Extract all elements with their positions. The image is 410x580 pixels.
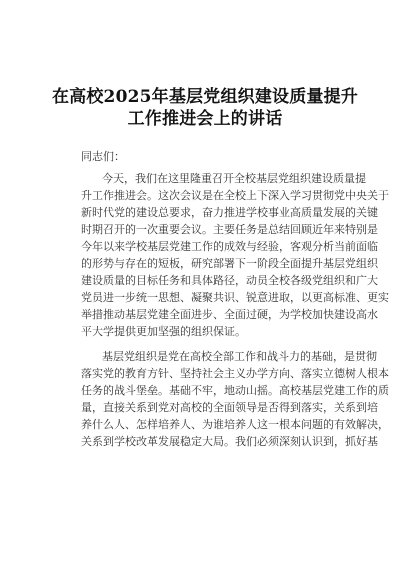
paragraph-2-line: 落实党的教育方针、坚持社会主义办学方向、落实立德树人根本: [81, 367, 389, 380]
paragraph-2-line: 量，直接关系到党对高校的全面领导是否得到落实，关系到培: [81, 401, 378, 414]
paragraph-2-line: 基层党组织是党在高校全部工作和战斗力的基础，是贯彻: [102, 350, 377, 363]
paragraph-1-line: 举措推动基层党建全面进步、全面过硬，为学校加快建设高水: [81, 308, 378, 321]
paragraph-1-line: 建设质量的目标任务和具体路径，动员全校各级党组织和广大: [81, 274, 378, 287]
greeting: 同志们：: [81, 150, 125, 163]
paragraph-1-line: 新时代党的建设总要求，奋力推进学校事业高质量发展的关键: [81, 206, 378, 219]
document-title-line-1: 在高校2025年基层党组织建设质量提升: [51, 87, 359, 107]
paragraph-2-line: 关系到学校改革发展稳定大局。我们必须深刻认识到，抓好基: [81, 435, 378, 448]
paragraph-1-line: 今年以来学校基层党建工作的成效与经验，客观分析当前面临: [81, 240, 378, 253]
paragraph-2-line: 任务的战斗堡垒。基础不牢，地动山摇。高校基层党建工作的质: [81, 384, 389, 397]
paragraph-1-line: 今天，我们在这里隆重召开全校基层党组织建设质量提: [102, 172, 366, 185]
paragraph-1-line: 升工作推进会。这次会议是在全校上下深入学习贯彻党中央关于: [81, 189, 389, 202]
paragraph-1-line: 的形势与存在的短板，研究部署下一阶段全面提升基层党组织: [81, 257, 378, 270]
paragraph-1-line: 平大学提供更加坚强的组织保证。: [81, 325, 246, 338]
paragraph-1-line: 时期召开的一次重要会议。主要任务是总结回顾近年来特别是: [81, 223, 378, 236]
paragraph-2-line: 养什么人、怎样培养人、为谁培养人这一根本问题的有效解决，: [81, 418, 389, 431]
document-title-line-2: 工作推进会上的讲话: [127, 109, 283, 129]
paragraph-1-line: 党员进一步统一思想、凝聚共识、锐意进取，以更高标准、更实: [81, 291, 389, 304]
